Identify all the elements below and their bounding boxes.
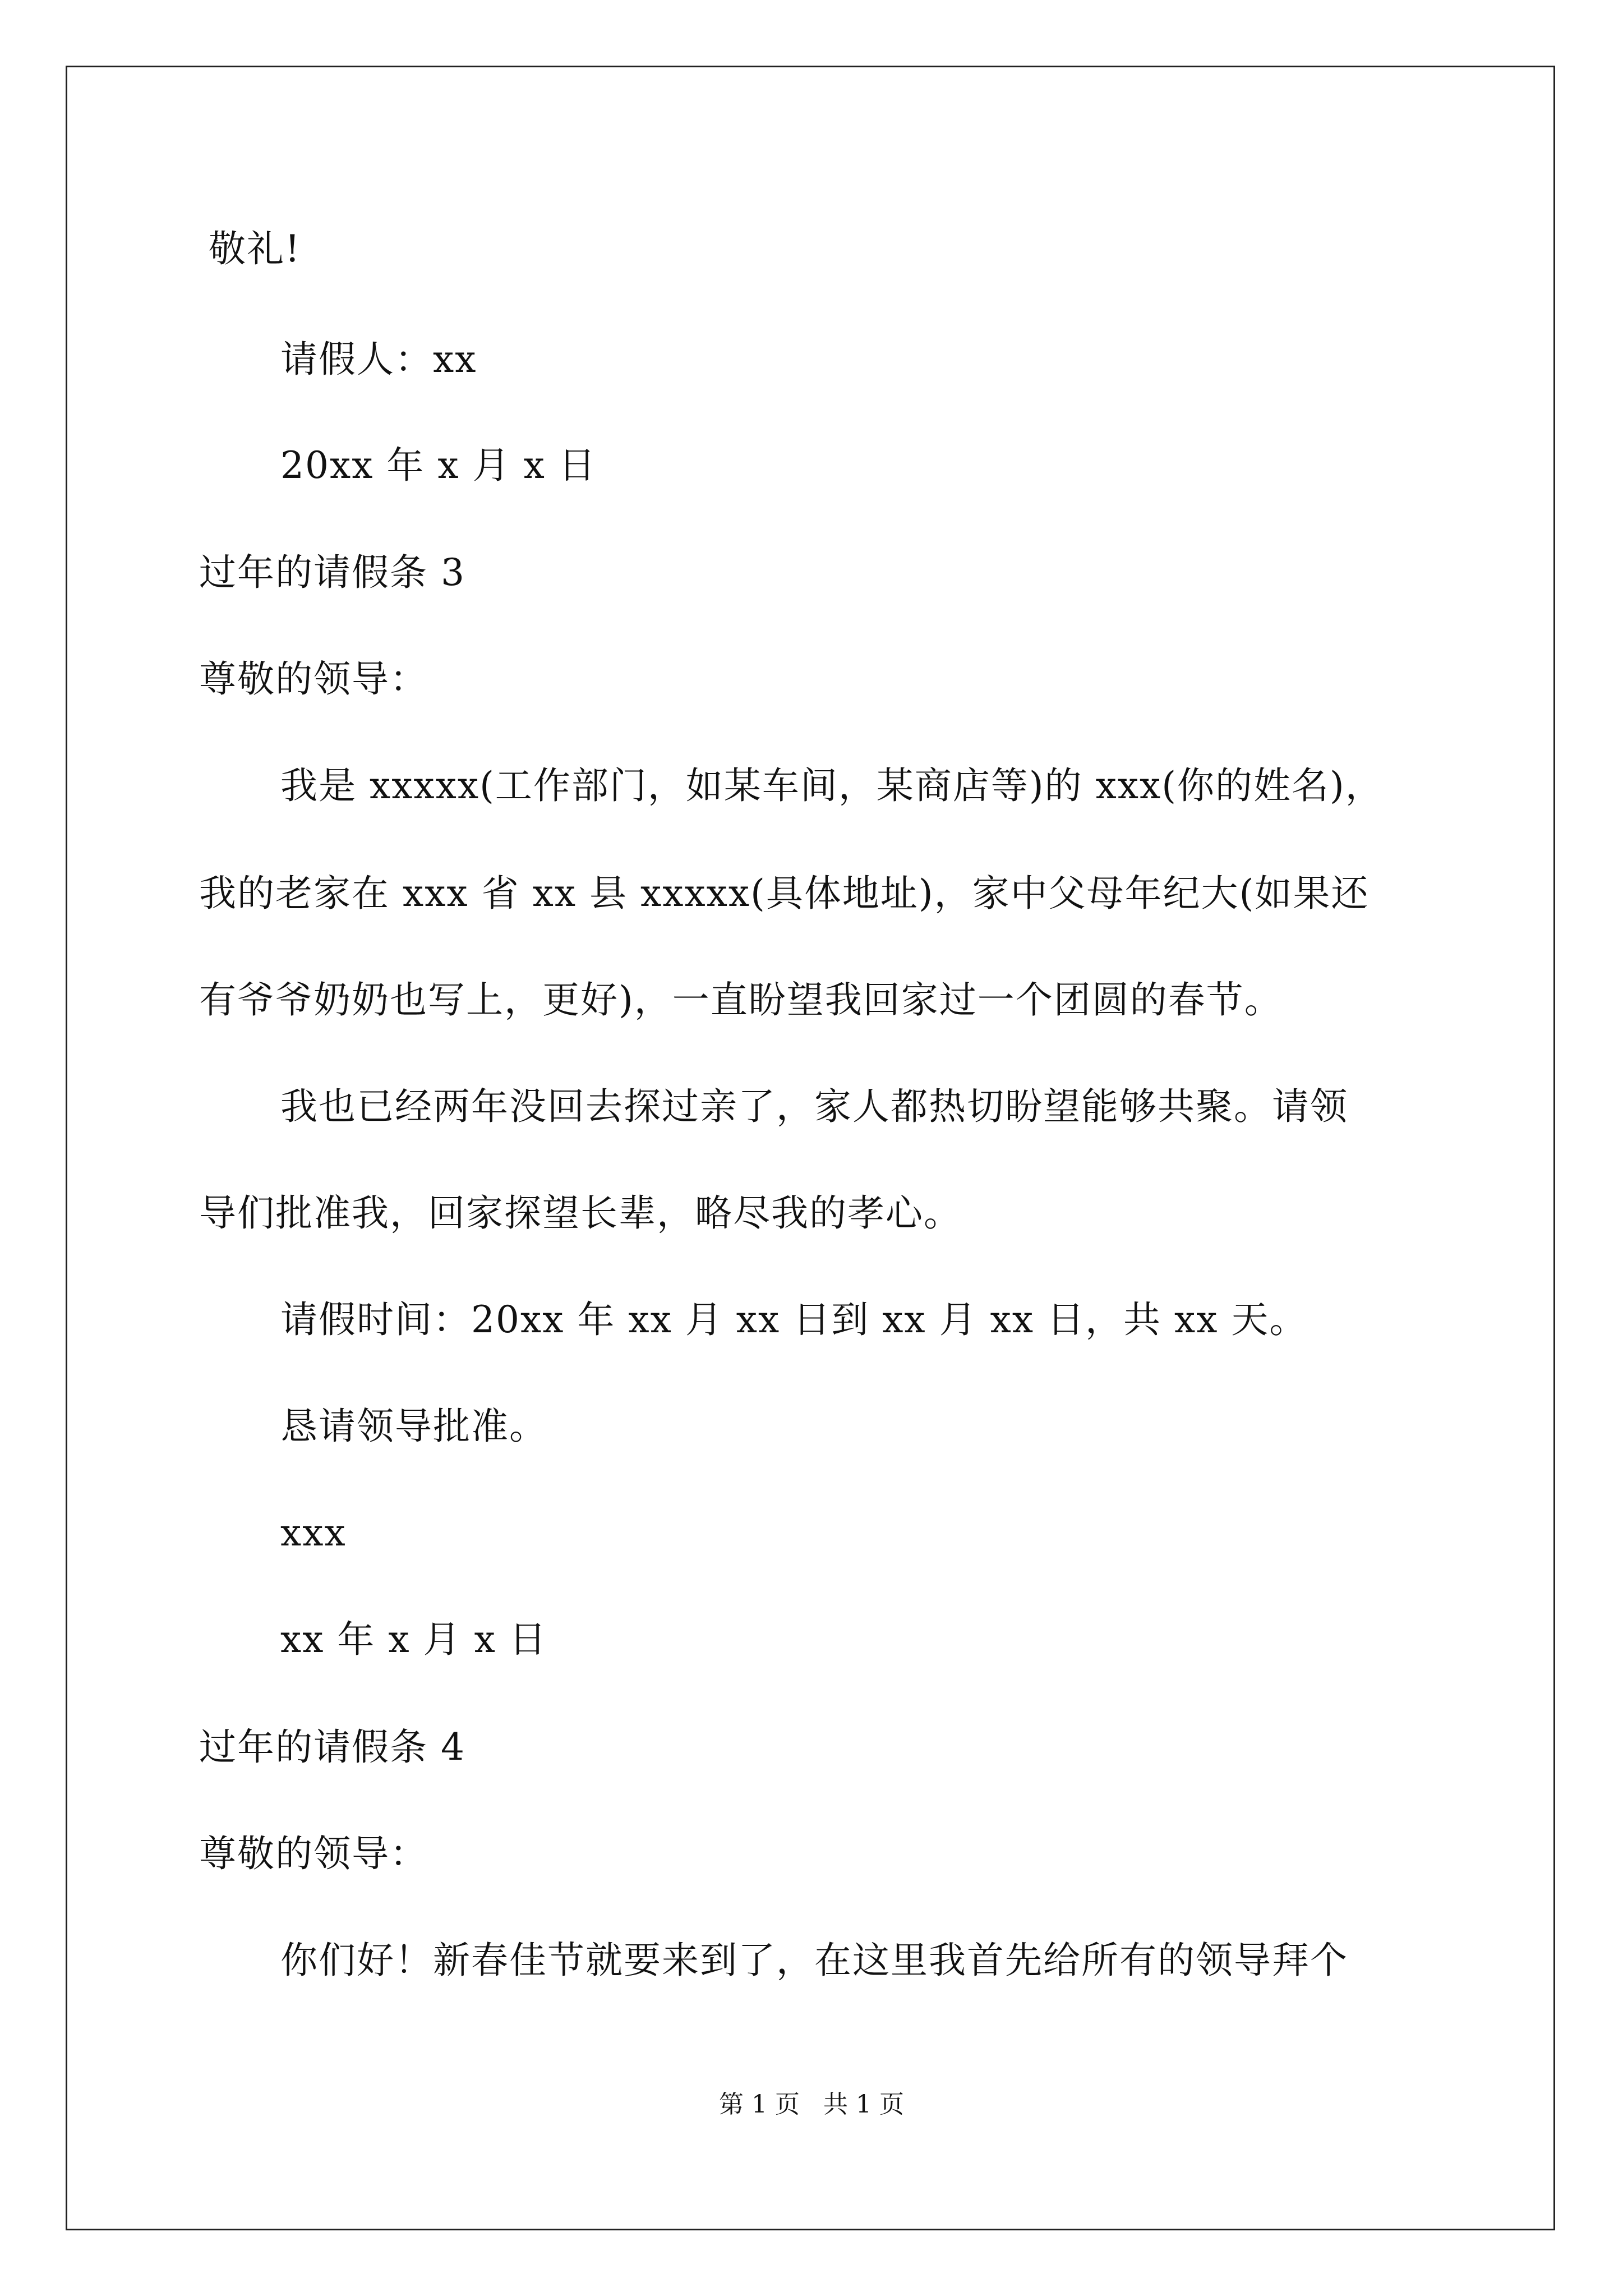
body-paragraph-line: 你们好！新春佳节就要来到了，在这里我首先给所有的领导拜个 [280, 1939, 1348, 1982]
body-paragraph-line: 导们批准我，回家探望长辈，略尽我的孝心。 [199, 1191, 962, 1235]
signature-line: xxx [280, 1511, 347, 1554]
body-paragraph-line: 我是 xxxxx(工作部门，如某车间，某商店等)的 xxx(你的姓名)， [280, 764, 1384, 807]
body-paragraph-line: 我也已经两年没回去探过亲了，家人都热切盼望能够共聚。请领 [280, 1085, 1348, 1128]
request-approval-line: 恳请领导批准。 [280, 1405, 547, 1448]
date-line: xx 年 x 月 x 日 [280, 1618, 547, 1661]
closing-salutation: 敬礼! [209, 227, 301, 270]
greeting-line: 尊敬的领导： [199, 1832, 428, 1875]
body-paragraph-line: 有爷爷奶奶也写上，更好)，一直盼望我回家过一个团圆的春节。 [199, 978, 1283, 1022]
body-paragraph-line: 我的老家在 xxx 省 xx 县 xxxxx(具体地址)，家中父母年纪大(如果还 [199, 872, 1370, 915]
date-line: 20xx 年 x 月 x 日 [280, 444, 597, 487]
section-title-4: 过年的请假条 4 [199, 1726, 465, 1769]
section-title-3: 过年的请假条 3 [199, 551, 465, 594]
page-border [66, 66, 1555, 2230]
greeting-line: 尊敬的领导： [199, 657, 428, 701]
applicant-line: 请假人：xx [280, 338, 477, 381]
leave-period-line: 请假时间：20xx 年 xx 月 xx 日到 xx 月 xx 日，共 xx 天。 [280, 1298, 1308, 1341]
page-number-footer: 第 1 页 共 1 页 [719, 2090, 904, 2119]
